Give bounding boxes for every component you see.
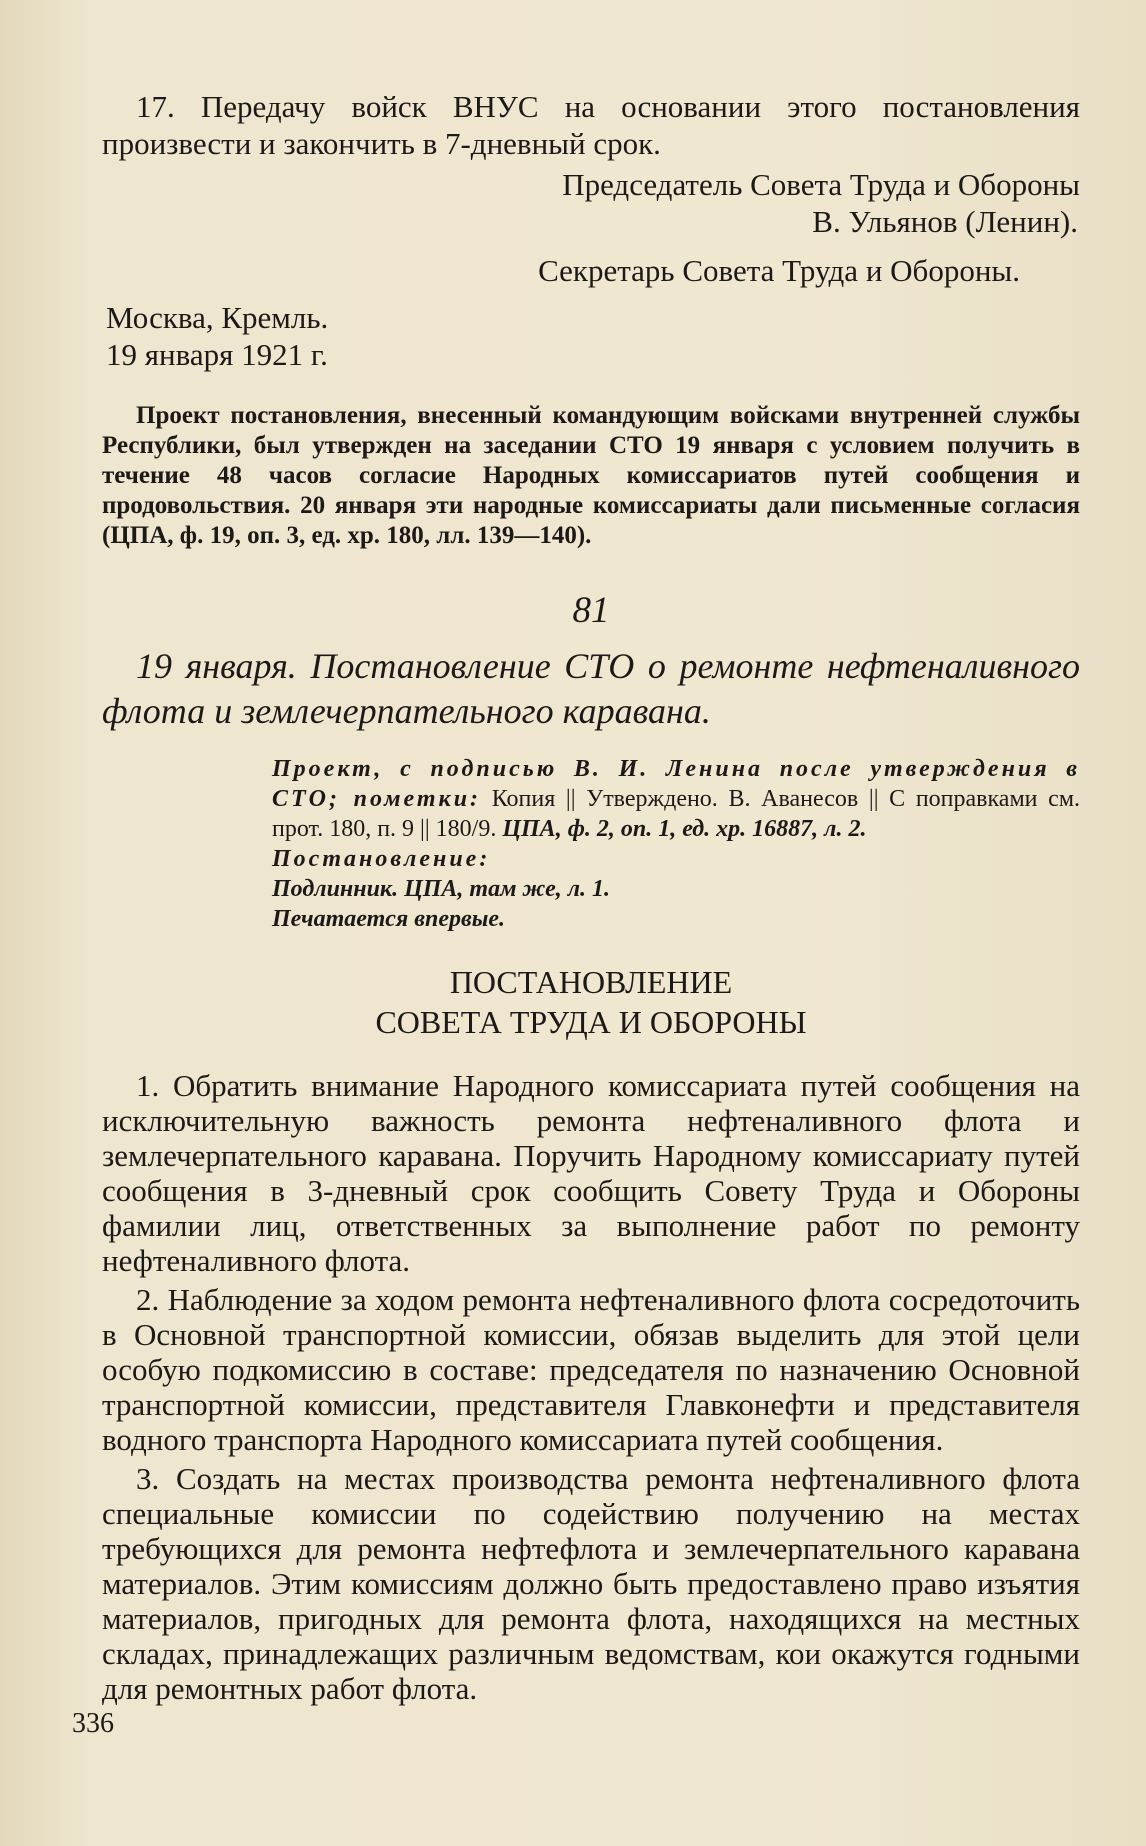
date: 19 января 1921 г.	[106, 337, 328, 372]
source-postanovlenie: Постановление:	[272, 846, 491, 872]
chairman-name: В. Ульянов (Ленин).	[812, 204, 1078, 239]
resolution-item-3: 3. Создать на местах производства ремонта нефтеналивного флота специальные комиссии по содействию получению на местах требующихся для ремонта нефтефлота и землечерпательного каравана материалов. Этим комиссиям должно быть предоставлено право изъятия материалов, пригодных для ремонта флота, находящихся на местных складах, принадлежащих различным ведомствам, кои окажутся годными для ремонтных работ флота.	[102, 1461, 1080, 1706]
page-number: 336	[72, 1708, 114, 1739]
document-number: 81	[572, 590, 610, 631]
source-description: Проект, с подписью В. И. Ленина после утверждения в СТО; пометки:	[272, 756, 1080, 812]
heading-line-2: СОВЕТА ТРУДА И ОБОРОНЫ	[375, 1004, 807, 1040]
secretary-title: Секретарь Совета Труда и Обороны.	[538, 253, 1020, 288]
signature-block	[102, 166, 1080, 289]
place: Москва, Кремль.	[106, 300, 329, 335]
resolution-item-1: 1. Обратить внимание Народного комиссариата путей сообщения на исключительную важность ремонта нефтеналивного флота и землечерпательного каравана. Поручить Народному комиссариату путей сообщения в 3-дневный срок сообщить Совету Труда и Обороны фамилии лиц, ответственных за выполнение работ по ремонту нефтеналивного флота.	[102, 1068, 1080, 1278]
source-original: Подлинник. ЦПА, там же, л. 1.	[272, 876, 611, 902]
resolution-item-2: 2. Наблюдение за ходом ремонта нефтеналивного флота сосредоточить в Основной транспортной комиссии, обязав выделить для этой цели особую подкомиссию в составе: председателя по назначению Основной транспортной комиссии, представителя Главконефти и представителя водного транспорта Народного комиссариата путей сообщения.	[102, 1282, 1080, 1457]
document-title: 19 января. Постановление СТО о ремонте нефтеналивного флота и землечерпательного каравана.	[102, 646, 1080, 731]
source-first-print: Печатается впервые.	[272, 906, 506, 932]
paragraph-17: 17. Передачу войск ВНУС на основании этого постановления произвести и закончить в 7-дневный срок.	[102, 89, 1080, 161]
source-archive: ЦПА, ф. 2, оп. 1, ед. хр. 16887, л. 2.	[502, 816, 867, 842]
heading-line-1: ПОСТАНОВЛЕНИЕ	[449, 964, 733, 1000]
source-marks: Копия || Утверждено. В. Аванесов || С поправками см. прот. 180, п. 9 || 180/9.	[272, 786, 1081, 842]
editor-note: Проект постановления, внесенный командующим войсками внутренней службы Республики, был утвержден на заседании СТО 19 января с условием получить в течение 48 часов согласие Народных комиссариатов путей сообщения и продовольствия. 20 января эти народные комиссариаты дали письменные согласия (ЦПА, ф. 19, оп. 3, ед. хр. 180, лл. 139—140).	[102, 402, 1080, 549]
chairman-title: Председатель Совета Труда и Обороны	[562, 167, 1080, 202]
resolution-heading	[102, 962, 1080, 1042]
source-note	[272, 754, 1080, 934]
